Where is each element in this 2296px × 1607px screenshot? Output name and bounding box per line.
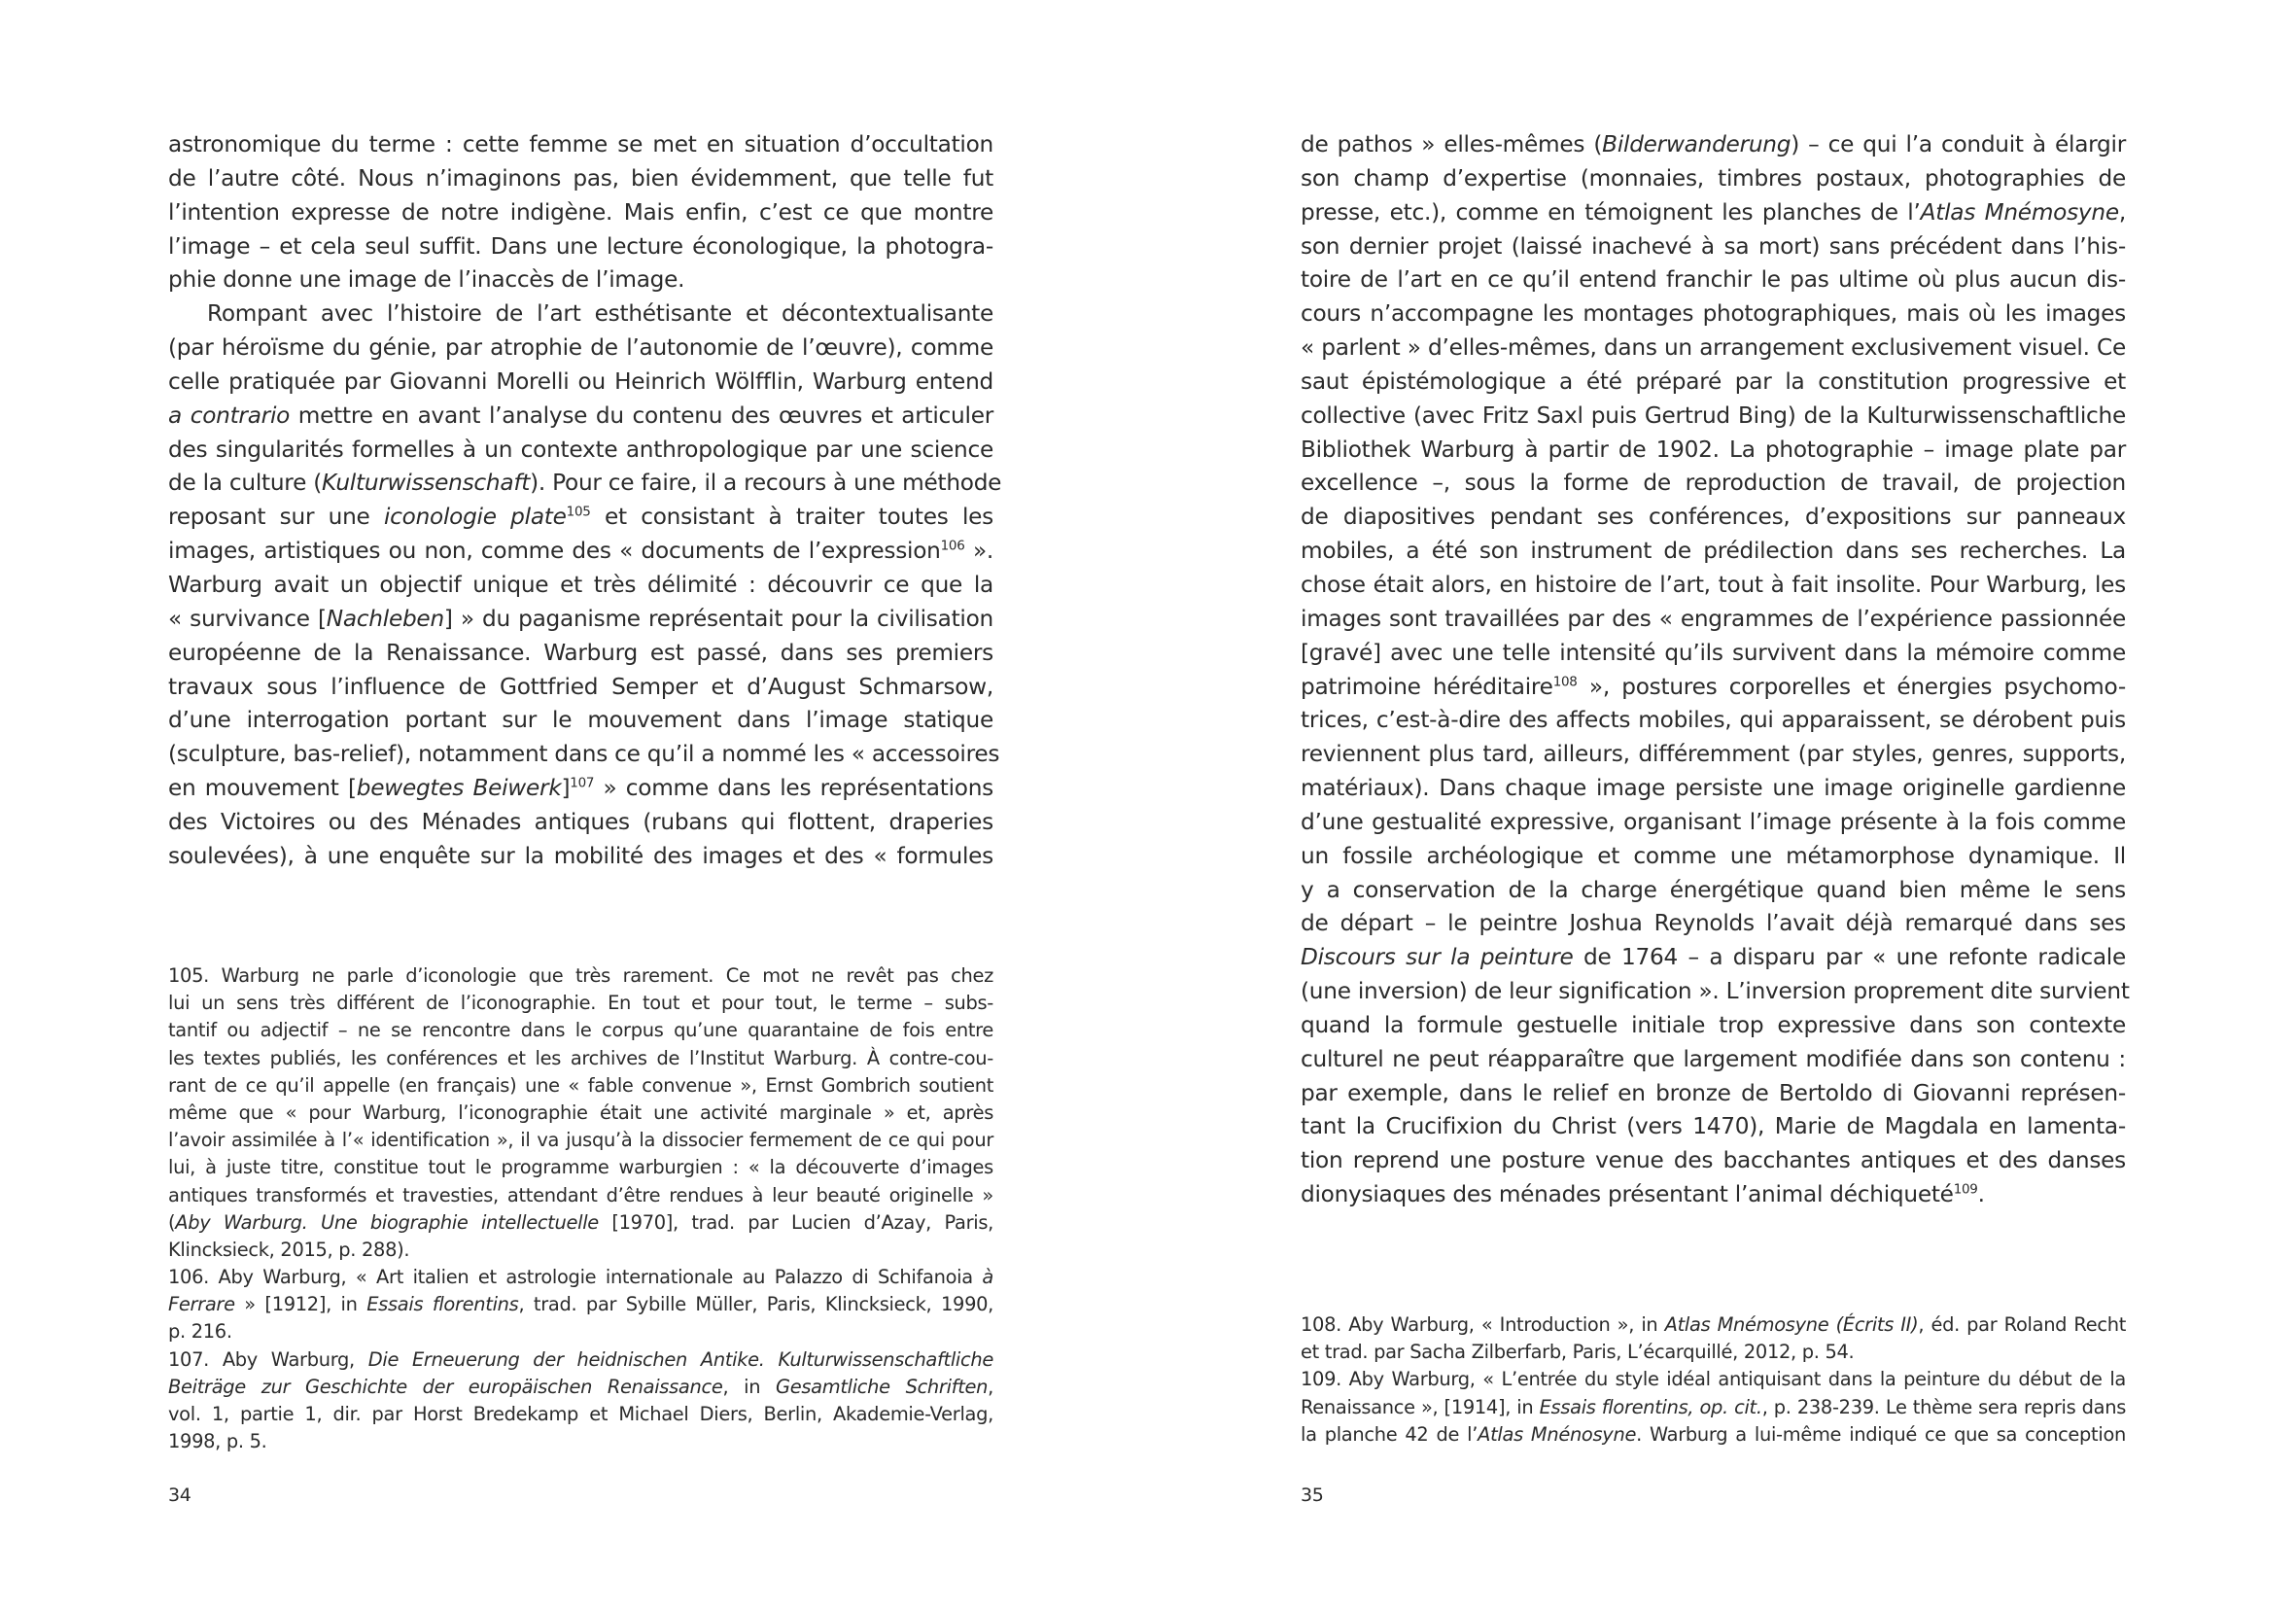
body-text-line	[1301, 1110, 2126, 1144]
text-span: y a conservation de la charge énergétique quand bien même le sens	[1301, 876, 2126, 903]
text-span: (par héroïsme du génie, par atrophie de l’autonomie de l’œuvre), comme	[168, 334, 993, 362]
italic-span: Die Erneuerung der heidnischen Antike. Kulturwissenschaftliche	[367, 1347, 994, 1371]
text-span: un fossile archéologique et comme une métamorphose dynamique. Il	[1301, 842, 2126, 869]
text-span: la planche 42 de l’	[1301, 1422, 1478, 1446]
body-text-line	[1301, 569, 2126, 603]
text-span: .	[1977, 1181, 1985, 1208]
text-span: Rompant avec l’histoire de l’art esthétisante et décontextualisante	[207, 300, 993, 328]
footnote-line	[168, 1346, 993, 1374]
body-text-line	[168, 196, 993, 230]
text-span: tion reprend une posture venue des bacchantes antiques et des danses	[1301, 1147, 2126, 1174]
text-span: images sont travaillées par des « engrammes de l’expérience passionnée	[1301, 605, 2126, 632]
italic-span: Gesamtliche Schriften	[776, 1375, 989, 1398]
text-span: vol. 1, partie 1, dir. par Horst Bredekamp et Michael Diers, Berlin, Akademie-Verlag,	[168, 1403, 993, 1425]
body-text-line	[168, 366, 993, 400]
text-span: lui, à juste titre, constitue tout le programme warburgien : « la découverte d’images	[168, 1156, 993, 1179]
text-span: les textes publiés, les conférences et les archives de l’Institut Warburg. À contre-cou-	[168, 1046, 993, 1069]
footnote-line	[168, 962, 993, 990]
footnote-line	[1301, 1311, 2126, 1339]
text-span: Renaissance », [1914], in	[1301, 1395, 1540, 1418]
italic-span: a contrario	[168, 402, 291, 429]
text-span: reposant sur une	[168, 504, 384, 531]
text-span: presse, etc.), comme en témoignent les planches de l’	[1301, 198, 1921, 226]
italic-span: Atlas Mnémosyne (Écrits II)	[1664, 1313, 1919, 1336]
text-span: Warburg avait un objectif unique et très délimité : découvrir ce que la	[168, 571, 993, 598]
italic-span: Bilderwanderung	[1602, 131, 1792, 157]
right-footnotes	[1301, 1311, 2126, 1449]
footnote-line	[168, 1237, 993, 1264]
footnote-line	[168, 1264, 993, 1291]
footnote-line	[1301, 1366, 2126, 1393]
footnote-line	[168, 990, 993, 1017]
text-span: et trad. par Sacha Zilberfarb, Paris, L’écarquillé, 2012, p. 54.	[1301, 1341, 1855, 1364]
text-span: matériaux). Dans chaque image persiste une image originelle gardienne	[1301, 775, 2126, 802]
body-text-line	[168, 230, 993, 264]
text-span: », postures corporelles et énergies psychomo-	[1577, 673, 2126, 700]
footnote-line	[168, 1318, 993, 1345]
text-span: quand la formule gestuelle initiale trop expressive dans son contexte	[1301, 1011, 2126, 1038]
footnote-line	[168, 1374, 993, 1401]
body-text-line	[1301, 941, 2126, 975]
text-span: 105. Warburg ne parle d’iconologie que très rarement. Ce mot ne revêt pas chez	[168, 964, 993, 987]
footnote-line	[1301, 1421, 2126, 1449]
text-span: (	[168, 1210, 176, 1234]
text-span: par exemple, dans le relief en bronze de Bertoldo di Giovanni représen-	[1301, 1079, 2126, 1106]
body-text-line	[168, 297, 993, 332]
body-text-line	[168, 671, 993, 705]
body-text-line	[168, 704, 993, 738]
text-span: Klincksieck, 2015, p. 288).	[168, 1238, 410, 1261]
text-span: cours n’accompagne les montages photographiques, mais où les images	[1301, 300, 2126, 328]
text-span: de départ – le peintre Joshua Reynolds l’avait déjà remarqué dans ses	[1301, 910, 2126, 937]
text-span: « survivance [	[168, 605, 327, 632]
text-span: mobiles, a été son instrument de prédilection dans ses recherches. La	[1301, 538, 2126, 565]
body-text-line	[168, 806, 993, 840]
italic-span: Aby Warburg. Une biographie intellectuelle	[175, 1210, 599, 1234]
footnote-line	[1301, 1394, 2126, 1421]
body-text-line	[1301, 806, 2126, 840]
italic-span: Discours sur la peinture	[1301, 944, 1574, 971]
body-text-line	[168, 535, 993, 569]
italic-span: Atlas Mnémosyne	[1920, 198, 2119, 226]
text-span: toire de l’art en ce qu’il entend franchir le pas ultime où plus aucun dis-	[1301, 266, 2126, 294]
italic-span: Atlas Mnénosyne	[1478, 1422, 1637, 1446]
body-text-line	[1301, 738, 2126, 772]
footnote-line	[168, 1017, 993, 1044]
right-page	[1148, 0, 2296, 1607]
body-text-line	[168, 501, 993, 535]
text-span: antiques transformés et travesties, attendant d’être rendues à leur beauté originelle »	[168, 1183, 993, 1206]
footnote-reference: 107	[570, 776, 595, 791]
footnote-reference: 109	[1953, 1182, 1978, 1198]
italic-span: Kulturwissenschaft	[322, 470, 531, 497]
text-span: ».	[964, 538, 994, 565]
footnote-line	[168, 1182, 993, 1209]
italic-span: iconologie plate	[383, 504, 567, 531]
body-text-line	[168, 332, 993, 366]
italic-span: bewegtes Beiwerk	[356, 775, 562, 802]
text-span: , in	[722, 1375, 776, 1398]
text-span: en mouvement [	[168, 775, 357, 802]
body-text-line	[1301, 772, 2126, 806]
text-span: l’intention expresse de notre indigène. Mais enfin, c’est ce que montre	[168, 198, 993, 226]
body-text-line	[168, 467, 1002, 501]
text-span: l’avoir assimilée à l’« identification », il va jusqu’à la dissocier fermement de ce qui pour	[168, 1129, 993, 1152]
text-span: 1998, p. 5.	[168, 1430, 267, 1453]
text-span: 106. Aby Warburg, « Art italien et astrologie internationale au Palazzo di Schifanoia	[168, 1266, 983, 1289]
text-span: des singularités formelles à un contexte anthropologique par une science	[168, 436, 993, 463]
text-span: de diapositives pendant ses conférences, d’expositions sur panneaux	[1301, 504, 2126, 531]
text-span: , éd. par Roland Recht	[1918, 1313, 2126, 1336]
text-span: ) – ce qui l’a conduit à élargir	[1791, 131, 2126, 157]
text-span: « parlent » d’elles-mêmes, dans un arrangement exclusivement visuel. Ce	[1301, 334, 2126, 362]
body-text-line	[1301, 975, 2130, 1009]
body-text-line	[1301, 637, 2126, 671]
text-span: Bibliothek Warburg à partir de 1902. La photographie – image plate par	[1301, 436, 2126, 463]
text-span: collective (avec Fritz Saxl puis Gertrud Bing) de la Kulturwissenschaftliche	[1301, 402, 2126, 429]
text-span: de la culture (	[168, 470, 323, 497]
text-span: celle pratiquée par Giovanni Morelli ou Heinrich Wölfflin, Warburg entend	[168, 367, 993, 395]
body-text-line	[1301, 434, 2126, 468]
body-text-line	[168, 569, 993, 603]
body-text-line	[1301, 196, 2126, 230]
italic-span: Essais florentins	[366, 1293, 519, 1316]
body-text-line	[1301, 332, 2126, 366]
text-span: de 1764 – a disparu par « une refonte radicale	[1573, 944, 2126, 971]
body-text-line	[1301, 603, 2126, 637]
body-text-line	[1301, 1077, 2126, 1111]
page-number-left: 34	[168, 1485, 191, 1506]
text-span: 109. Aby Warburg, « L’entrée du style idéal antiquisant dans la peinture du début de la	[1301, 1368, 2126, 1391]
text-span: patrimoine héréditaire	[1301, 673, 1553, 700]
text-span: (sculpture, bas-relief), notamment dans ce qu’il a nommé les « accessoires	[168, 741, 1000, 768]
body-text-line	[1301, 501, 2126, 535]
body-text-line	[1301, 704, 2126, 738]
footnote-line	[168, 1127, 993, 1154]
footnote-line	[168, 1045, 993, 1072]
body-text-line	[1301, 467, 2126, 501]
text-span: 108. Aby Warburg, « Introduction », in	[1301, 1313, 1665, 1336]
footnote-line	[168, 1154, 993, 1181]
text-span: son dernier projet (laissé inachevé à sa mort) sans précédent dans l’his-	[1301, 232, 2126, 260]
body-text-line	[1301, 671, 2126, 705]
text-span: même que « pour Warburg, l’iconographie était une activité marginale » et, après	[168, 1100, 993, 1124]
text-span: . Warburg a lui-même indiqué ce que sa conception	[1636, 1422, 2127, 1446]
body-text-line	[1301, 230, 2126, 264]
footnote-line	[168, 1428, 993, 1455]
text-span: » comme dans les représentations	[594, 775, 993, 802]
body-text-line	[1301, 907, 2126, 941]
text-span: d’une gestualité expressive, organisant l’image présente à la fois comme	[1301, 808, 2126, 835]
body-text-line	[1301, 263, 2126, 297]
text-span: de pathos » elles-mêmes (	[1301, 131, 1603, 157]
body-text-line	[1301, 162, 2126, 196]
body-text-line	[168, 738, 1000, 772]
body-text-line	[168, 840, 993, 874]
text-span: , trad. par Sybille Müller, Paris, Klincksieck, 1990,	[518, 1293, 994, 1316]
text-span: , p. 238-239. Le thème sera repris dans	[1761, 1395, 2127, 1418]
body-text-line	[168, 263, 993, 297]
text-span: ,	[2118, 198, 2126, 226]
left-footnotes	[168, 962, 993, 1455]
text-span: images, artistiques ou non, comme des « documents de l’expression	[168, 538, 941, 565]
body-text-line	[168, 128, 993, 162]
text-span: son champ d’expertise (monnaies, timbres postaux, photographies de	[1301, 164, 2126, 192]
body-text-line	[1301, 874, 2126, 908]
text-span: 107. Aby Warburg,	[168, 1347, 368, 1371]
footnote-line	[1301, 1339, 2126, 1366]
text-span: des Victoires ou des Ménades antiques (rubans qui flottent, draperies	[168, 808, 993, 835]
text-span: travaux sous l’influence de Gottfried Semper et d’August Schmarsow,	[168, 673, 993, 700]
body-text-line	[168, 772, 993, 806]
body-text-line	[1301, 128, 2126, 162]
text-span: saut épistémologique a été préparé par la constitution progressive et	[1301, 367, 2126, 395]
text-span: astronomique du terme : cette femme se met en situation d’occultation	[168, 131, 993, 157]
text-span: [gravé] avec une telle intensité qu’ils survivent dans la mémoire comme	[1301, 639, 2126, 666]
footnote-reference: 108	[1552, 675, 1578, 690]
body-text-line	[1301, 1043, 2126, 1077]
footnote-line	[168, 1100, 993, 1127]
text-span: [1970], trad. par Lucien d’Azay, Paris,	[598, 1210, 993, 1234]
right-body-text	[1301, 128, 2130, 1212]
left-body-text	[168, 128, 1002, 874]
text-span: tant la Crucifixion du Christ (vers 1470), Marie de Magdala en lamenta-	[1301, 1113, 2126, 1140]
italic-span: Nachleben	[326, 605, 444, 632]
text-span: dionysiaques des ménades présentant l’animal déchiqueté	[1301, 1181, 1954, 1208]
footnote-reference: 105	[566, 505, 591, 520]
footnote-line	[168, 1072, 993, 1100]
text-span: ]	[561, 775, 571, 802]
text-span: européenne de la Renaissance. Warburg est passé, dans ses premiers	[168, 639, 993, 666]
body-text-line	[168, 637, 993, 671]
body-text-line	[168, 434, 993, 468]
italic-span: Ferrare	[168, 1293, 235, 1316]
text-span: ] » du paganisme représentait pour la civilisation	[443, 605, 993, 632]
text-span: l’image – et cela seul suffit. Dans une lecture éconologique, la photogra-	[168, 232, 993, 260]
italic-span: Beiträge zur Geschichte der europäischen Renaissance	[168, 1375, 723, 1398]
body-text-line	[1301, 400, 2126, 434]
body-text-line	[168, 400, 993, 434]
text-span: lui un sens très différent de l’iconographie. En tout et pour tout, le terme – subs-	[168, 992, 993, 1015]
text-span: phie donne une image de l’inaccès de l’image.	[168, 266, 685, 294]
text-span: p. 216.	[168, 1320, 232, 1344]
text-span: chose était alors, en histoire de l’art, tout à fait insolite. Pour Warburg, les	[1301, 571, 2126, 598]
text-span: soulevées), à une enquête sur la mobilité des images et des « formules	[168, 842, 993, 869]
footnote-line	[168, 1401, 993, 1428]
text-span: excellence –, sous la forme de reproduction de travail, de projection	[1301, 470, 2126, 497]
footnote-reference: 106	[940, 539, 965, 554]
text-span: reviennent plus tard, ailleurs, différemment (par styles, genres, supports,	[1301, 741, 2126, 768]
text-span: mettre en avant l’analyse du contenu des œuvres et articuler	[290, 402, 993, 429]
body-text-line	[1301, 1009, 2126, 1043]
text-span: trices, c’est-à-dire des affects mobiles, qui apparaissent, se dérobent puis	[1301, 707, 2126, 734]
body-text-line	[168, 603, 993, 637]
text-span: rant de ce qu’il appelle (en français) une « fable convenue », Ernst Gombrich soutient	[168, 1073, 993, 1097]
body-text-line	[1301, 1178, 2126, 1212]
italic-span: à	[982, 1266, 993, 1289]
text-span: tantif ou adjectif – ne se rencontre dans le corpus qu’une quarantaine de fois entre	[168, 1019, 993, 1042]
text-span: ,	[988, 1375, 994, 1398]
text-span: culturel ne peut réapparaître que largement modifiée dans son contenu :	[1301, 1045, 2126, 1072]
body-text-line	[1301, 1144, 2126, 1178]
body-text-line	[1301, 840, 2126, 874]
page-number-right: 35	[1301, 1485, 1324, 1506]
text-span: d’une interrogation portant sur le mouvement dans l’image statique	[168, 707, 993, 734]
footnote-line	[168, 1291, 993, 1318]
body-text-line	[1301, 366, 2126, 400]
text-span: de l’autre côté. Nous n’imaginons pas, bien évidemment, que telle fut	[168, 164, 993, 192]
text-span: et consistant à traiter toutes les	[590, 504, 993, 531]
body-text-line	[1301, 535, 2126, 569]
italic-span: Essais florentins, op. cit.	[1539, 1395, 1762, 1418]
body-text-line	[168, 162, 993, 196]
text-span: » [1912], in	[234, 1293, 367, 1316]
text-span: ). Pour ce faire, il a recours à une méthode	[530, 470, 1002, 497]
body-text-line	[1301, 297, 2126, 332]
footnote-line	[168, 1209, 993, 1237]
text-span: (une inversion) de leur signification ». L’inversion proprement dite survient	[1301, 978, 2130, 1005]
